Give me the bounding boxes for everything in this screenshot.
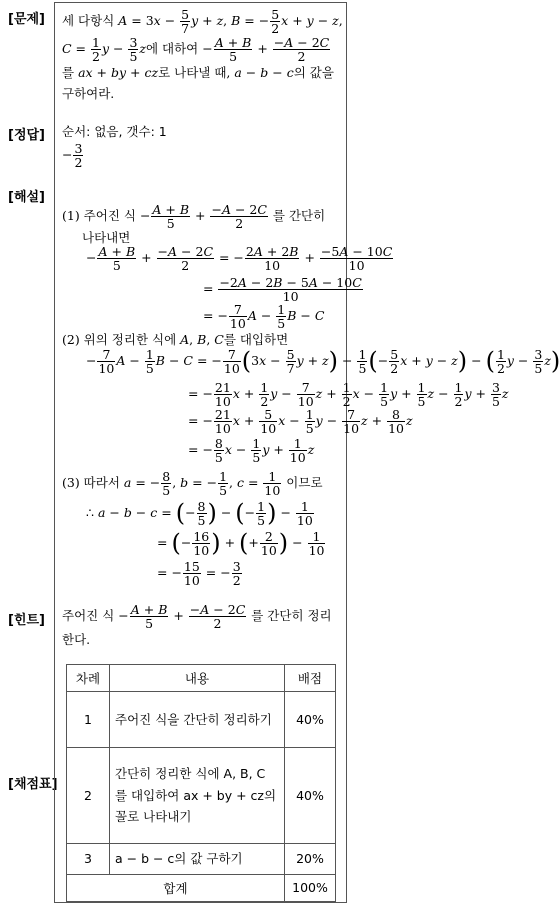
row-content: a − b − c의 값 구하기: [110, 844, 285, 875]
rubric-row: [67, 692, 336, 748]
solution-eq-5: = − $\frac{21}{10}$ x + $\frac{1}{2}$ y − $\frac{7}{10}$ z + $\frac{1}{2}$ x − $\frac{1}{5}$ y + $\frac{1}{5}$ z − $\frac{1}{2}$ y + $\frac{3}{5}$ z: [188, 380, 509, 410]
total-label: 합계: [67, 874, 285, 901]
solution-step-1: (1) 주어진 식 − $\frac{A + B}{5}$ + $\frac{-A - 2C}{2}$ 를 간단히: [62, 202, 326, 232]
header-score: 배점: [285, 665, 336, 692]
rubric-row: [67, 748, 336, 844]
hint-label: [힌트]: [8, 613, 45, 628]
header-content: 내용: [110, 665, 285, 692]
row-score: 20%: [285, 844, 336, 875]
row-score: 40%: [285, 692, 336, 748]
hint-line-1: 주어진 식 − $\frac{A + B}{5}$ + $\frac{-A - 2C}{2}$ 를 간단히 정리: [62, 602, 332, 632]
solution-step-3: (3) 따라서 a = − $\frac{8}{5}$ , b = − $\frac{1}{5}$ , c = $\frac{1}{10}$ 이므로: [62, 469, 323, 499]
problem-line-3: 를 ax + by + cz로 나타낼 때, a − b − c의 값을: [62, 65, 334, 80]
hint-line-2: 한다.: [62, 632, 91, 647]
problem-line-1: 세 다항식 A = 3x − $\frac{5}{7}$ y + z, B = − $\frac{5}{2}$ x + y − z,: [62, 7, 343, 37]
rubric-header-row: [67, 665, 336, 692]
rubric-table: [66, 664, 336, 902]
total-score: 100%: [285, 874, 336, 901]
answer-label: [정답]: [8, 128, 45, 143]
solution-eq-3: = − $\frac{7}{10}$ A − $\frac{1}{5}$ B − C: [203, 302, 325, 332]
problem-label: [문제]: [8, 12, 45, 27]
solution-label: [해설]: [8, 190, 45, 205]
rubric-row: [67, 844, 336, 875]
header-order: 차례: [67, 665, 110, 692]
solution-step-2: (2) 위의 정리한 식에 A, B, C를 대입하면: [62, 332, 289, 347]
solution-eq-9: = (− $\frac{16}{10}$ ) + (+ $\frac{2}{10}$ ) − $\frac{1}{10}$: [157, 529, 325, 559]
solution-eq-10: = − $\frac{15}{10}$ = − $\frac{3}{2}$: [157, 559, 241, 589]
row-score: 40%: [285, 748, 336, 844]
solution-eq-4: − $\frac{7}{10}$ A − $\frac{1}{5}$ B − C = − $\frac{7}{10}$ (3x − $\frac{5}{7}$ y + z) − $\frac{1}{5}$ (− $\frac{5}{2}$ x + y − z) − ( $\frac{1}{2}$ y − $\frac{3}{5}$ z): [86, 347, 560, 377]
solution-eq-1: − $\frac{A + B}{5}$ + $\frac{-A - 2C}{2}$ = − $\frac{2A + 2B}{10}$ + $\frac{-5A - 10C}{10}$: [86, 244, 393, 274]
rubric-label: [채점표]: [8, 777, 58, 792]
answer-value: − $\frac{3}{2}$: [62, 141, 83, 171]
row-number: 1: [67, 692, 110, 748]
solution-eq-6: = − $\frac{21}{10}$ x + $\frac{5}{10}$ x − $\frac{1}{5}$ y − $\frac{7}{10}$ z + $\frac{8}{10}$ z: [188, 407, 413, 437]
answer-line-1: 순서: 없음, 갯수: 1: [62, 124, 167, 139]
row-content: 간단히 정리한 식에 A, B, C 를 대입하여 ax + by + cz의 꼴로 나타내기: [110, 748, 285, 844]
row-content: 주어진 식을 간단히 정리하기: [110, 692, 285, 748]
solution-eq-8: ∴ a − b − c = (− $\frac{8}{5}$ ) − (− $\frac{1}{5}$ ) − $\frac{1}{10}$: [86, 499, 313, 529]
solution-step-1-cont: 나타내면: [82, 230, 131, 245]
solution-eq-2: = $\frac{-2A - 2B - 5A - 10C}{10}$: [203, 275, 362, 305]
problem-line-2: C = $\frac{1}{2}$ y − $\frac{3}{5}$ z에 대하여 − $\frac{A + B}{5}$ + $\frac{-A - 2C}{2}$: [62, 35, 330, 65]
row-number: 3: [67, 844, 110, 875]
solution-eq-7: = − $\frac{8}{5}$ x − $\frac{1}{5}$ y + $\frac{1}{10}$ z: [188, 436, 315, 466]
problem-line-4: 구하여라.: [62, 86, 115, 101]
row-number: 2: [67, 748, 110, 844]
rubric-total-row: [67, 874, 336, 901]
